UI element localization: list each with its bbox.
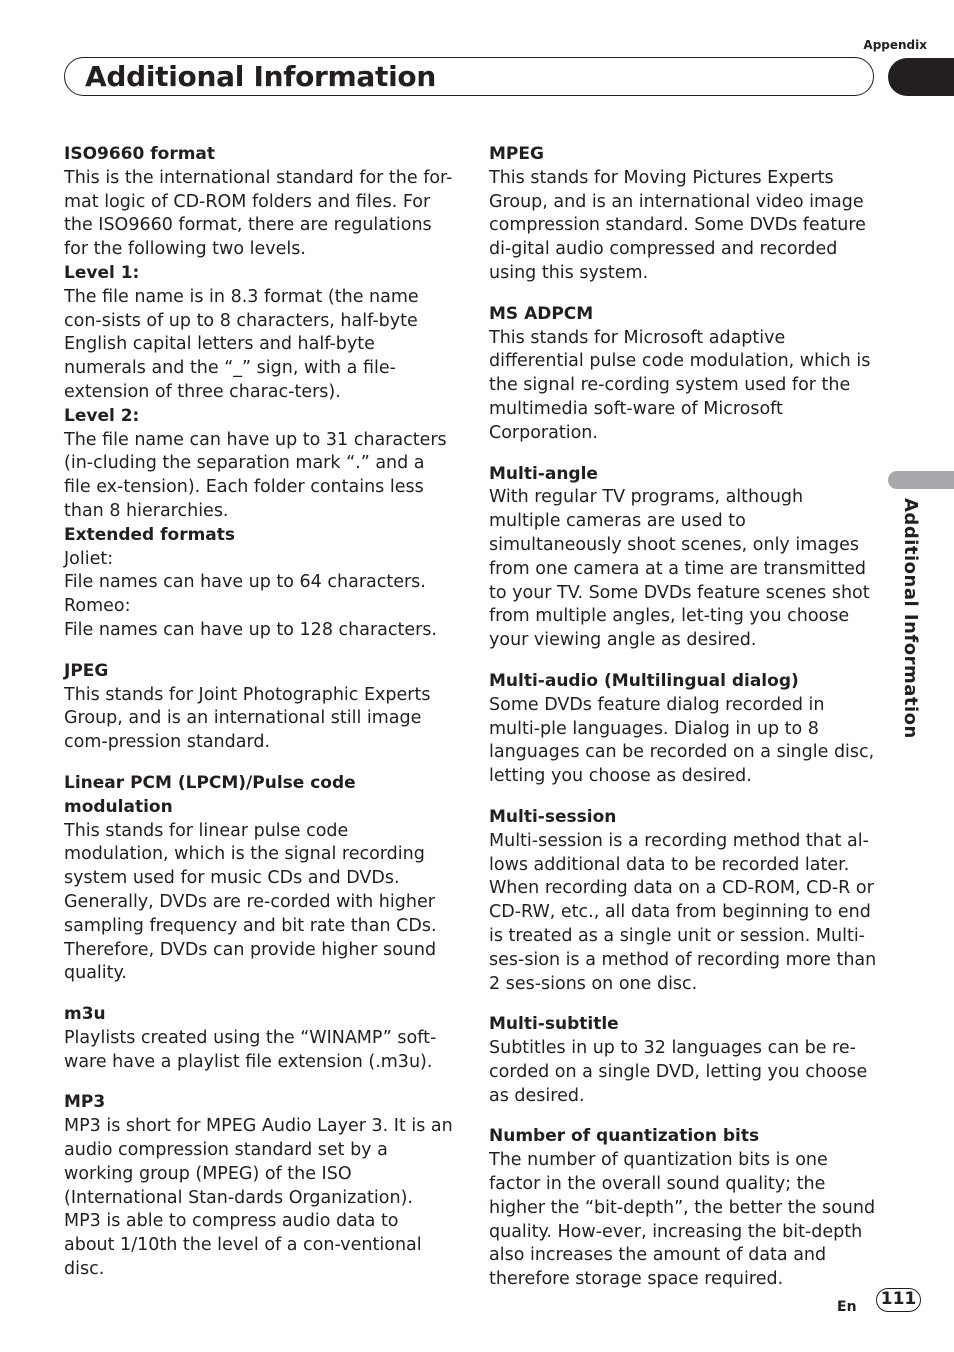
level1-text: The file name is in 8.3 format (the name con-sists of up to 8 characters, half-byte English capital letters and half-byte numerals and the “_” sign, with a file-extension of three charac-ters).: [64, 286, 419, 402]
right-column: [489, 143, 879, 1309]
entry-text: This is the international standard for the for-mat logic of CD-ROM folders and files. For the ISO9660 format, there are regulations for the following two levels.: [64, 167, 453, 260]
level2-term: Level 2:: [64, 405, 140, 426]
page-title: Additional Information: [85, 60, 436, 93]
glossary-entry-mpeg: [489, 143, 879, 286]
glossary-entry-quantization-bits: [489, 1125, 879, 1292]
chapter-tab-marker: [888, 471, 954, 489]
joliet-text: File names can have up to 64 characters.: [64, 572, 426, 593]
entry-term: ISO9660 format: [64, 144, 216, 164]
extended-formats-term: Extended formats: [64, 524, 236, 545]
entry-term: Number of quantization bits: [489, 1126, 760, 1147]
entry-text: With regular TV programs, although multiple cameras are used to simultaneously shoot scenes, only images from one camera at a time are transmitted to your TV. Some DVDs feature scenes shot from multiple angles, let-ting you choose your viewing angle as desired.: [489, 487, 870, 651]
entry-text: This stands for Moving Pictures Experts Group, and is an international video image compression standard. Some DVDs feature di-gital audio compressed and recorded using this system.: [489, 167, 866, 283]
glossary-entry-lpcm: [64, 772, 454, 986]
entry-text: This stands for Joint Photographic Experts Group, and is an international still image com-pression standard.: [64, 684, 431, 753]
title-banner: [64, 57, 874, 96]
entry-term: MPEG: [489, 144, 544, 164]
entry-term: MP3: [64, 1092, 106, 1113]
entry-term: Multi-session: [489, 806, 617, 827]
level2-text: The file name can have up to 31 characters (in-cluding the separation mark “.” and a file ex-tension). Each folder contains less than 8 hierarchies.: [64, 429, 447, 521]
section-tab-marker: [888, 58, 954, 96]
entry-term: m3u: [64, 1004, 106, 1025]
entry-text: Multi-session is a recording method that al-lows additional data to be recorded later. When recording data on a CD-ROM, CD-R or CD-RW, etc., all data from beginning to end is treated as a single unit or session. Multi-ses-sion is a method of recording more than 2 ses-sions on one disc.: [489, 830, 877, 994]
page-number: 111: [876, 1288, 921, 1312]
joliet-label: Joliet:: [64, 548, 114, 569]
romeo-label: Romeo:: [64, 596, 131, 617]
entry-text: This stands for linear pulse code modulation, which is the signal recording system used for music CDs and DVDs. Generally, DVDs are re-corded with higher sampling frequency and bit rate than CDs. Therefore, DVDs can provide higher sound quality.: [64, 820, 437, 984]
left-column: [64, 143, 454, 1299]
entry-text: This stands for Microsoft adaptive differential pulse code modulation, which is the signal re-cording system used for the multimedia soft-ware of Microsoft Corporation.: [489, 327, 871, 443]
entry-text: MP3 is short for MPEG Audio Layer 3. It is an audio compression standard set by a working group (MPEG) of the ISO (International Stan-dards Organization). MP3 is able to compress audio data to about 1/10th the level of a con-ventional disc.: [64, 1116, 453, 1280]
glossary-entry-iso9660: [64, 143, 454, 643]
entry-term: Multi-audio (Multilingual dialog): [489, 670, 799, 691]
glossary-entry-ms-adpcm: [489, 303, 879, 446]
side-tab-label: Additional Information: [900, 498, 921, 739]
glossary-entry-multi-audio: [489, 670, 879, 789]
language-code: En: [837, 1299, 857, 1315]
entry-term: Multi-angle: [489, 463, 598, 484]
glossary-entry-jpeg: [64, 660, 454, 755]
entry-term: Multi-subtitle: [489, 1014, 619, 1035]
entry-text: Subtitles in up to 32 languages can be re-corded on a single DVD, letting you choose as desired.: [489, 1038, 868, 1106]
entry-term: JPEG: [64, 660, 109, 681]
glossary-entry-m3u: [64, 1003, 454, 1074]
glossary-entry-multi-subtitle: [489, 1013, 879, 1108]
entry-text: Playlists created using the “WINAMP” soft-ware have a playlist file extension (.m3u).: [64, 1027, 437, 1072]
entry-term: MS ADPCM: [489, 303, 594, 324]
glossary-entry-multi-session: [489, 806, 879, 996]
entry-text: Some DVDs feature dialog recorded in multi-ple languages. Dialog in up to 8 languages can be recorded on a single disc, letting you choose as desired.: [489, 694, 875, 787]
glossary-entry-mp3: [64, 1091, 454, 1281]
entry-term: Linear PCM (LPCM)/Pulse code modulation: [64, 772, 356, 817]
level1-term: Level 1:: [64, 262, 140, 283]
section-label: Appendix: [863, 38, 927, 52]
entry-text: The number of quantization bits is one factor in the overall sound quality; the higher the “bit-depth”, the better the sound quality. How-ever, increasing the bit-depth also increases the amount of data and therefore storage space required.: [489, 1150, 876, 1290]
romeo-text: File names can have up to 128 characters.: [64, 619, 437, 640]
glossary-entry-multi-angle: [489, 463, 879, 653]
